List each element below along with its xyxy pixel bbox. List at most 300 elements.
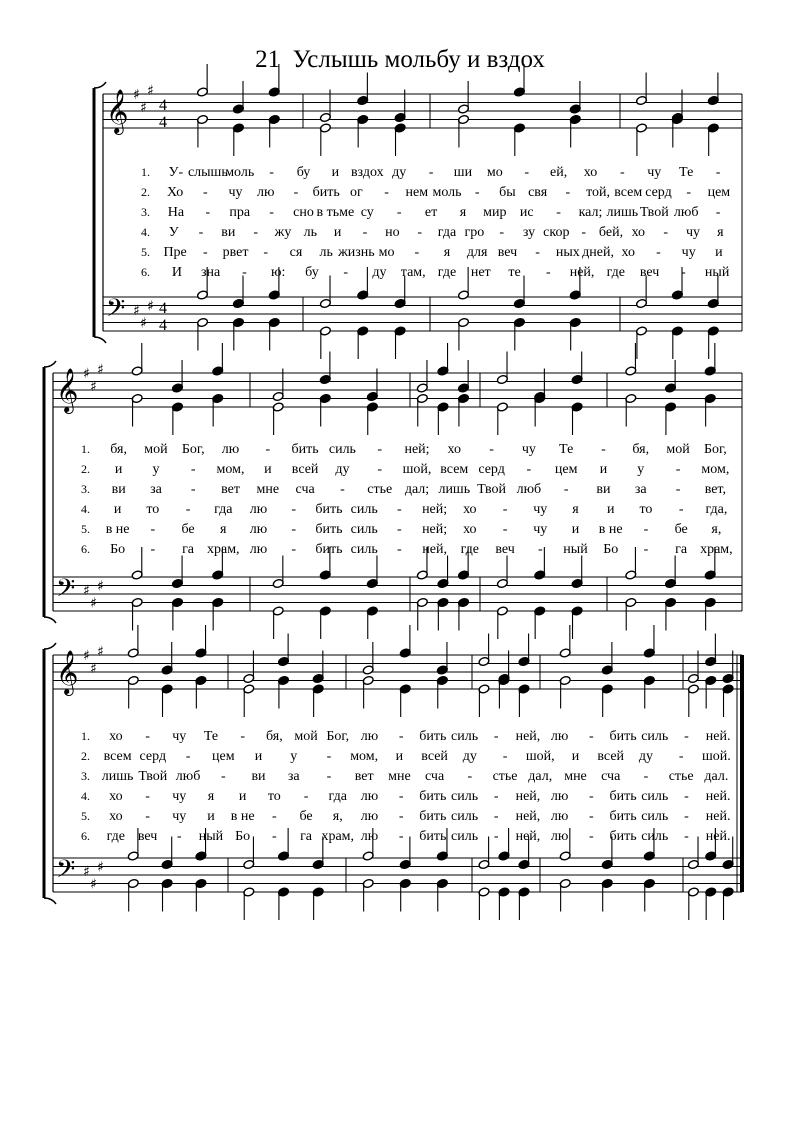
lyric-syllable: сча bbox=[295, 482, 315, 497]
lyric-hyphen: - bbox=[715, 205, 721, 220]
lyric-syllable: я bbox=[717, 225, 724, 240]
lyric-syllable: сно bbox=[293, 205, 314, 220]
lyric-hyphen: - bbox=[675, 462, 681, 477]
lyric-syllable: га bbox=[675, 542, 688, 557]
lyric-syllable: стье bbox=[668, 769, 694, 784]
lyric-syllable: силь bbox=[451, 829, 479, 844]
lyric-syllable: те bbox=[508, 265, 521, 280]
lyric-syllable: Твой bbox=[138, 769, 168, 784]
lyric-syllable: я, bbox=[711, 522, 722, 537]
lyric-syllable: ль bbox=[303, 225, 318, 240]
verse-number: 1. bbox=[81, 442, 90, 456]
lyric-syllable: У bbox=[168, 225, 179, 240]
lyric-syllable: моль bbox=[225, 165, 255, 180]
lyric-syllable: Бо bbox=[235, 829, 251, 844]
time-signature-bottom: 4 bbox=[159, 317, 167, 334]
lyric-hyphen: - bbox=[681, 265, 686, 280]
lyric-syllable: ных bbox=[555, 245, 580, 260]
sharp-sign: ♯ bbox=[140, 99, 147, 116]
lyric-syllable: ши bbox=[453, 165, 473, 180]
lyric-syllable: лю bbox=[360, 789, 379, 804]
lyric-syllable: я, bbox=[332, 809, 343, 824]
lyric-syllable: чу bbox=[172, 729, 187, 744]
lyric-hyphen: - bbox=[377, 462, 383, 477]
lyric-syllable: то bbox=[146, 502, 160, 517]
lyric-hyphen: - bbox=[643, 522, 649, 537]
lyric-syllable: и bbox=[114, 462, 123, 477]
lyric-hyphen: - bbox=[414, 245, 420, 260]
lyric-syllable: ви bbox=[111, 482, 126, 497]
lyric-syllable: хо bbox=[631, 225, 646, 240]
lyric-syllable: силь bbox=[350, 542, 378, 557]
lyric-syllable: силь bbox=[451, 809, 479, 824]
lyric-syllable: веч bbox=[495, 542, 515, 557]
lyric-hyphen: - bbox=[220, 769, 226, 784]
lyric-syllable: чу bbox=[533, 522, 548, 537]
lyric-syllable: хо bbox=[109, 729, 123, 744]
verse-number: 4. bbox=[81, 502, 90, 516]
lyric-syllable: чу bbox=[685, 225, 701, 240]
verse-number: 5. bbox=[81, 809, 90, 823]
lyric-hyphen: - bbox=[643, 769, 649, 784]
lyric-syllable: ся bbox=[289, 245, 303, 260]
lyric-syllable: ду bbox=[462, 749, 477, 764]
lyric-syllable: храм, bbox=[700, 542, 733, 557]
lyric-hyphen: - bbox=[589, 789, 594, 804]
lyric-syllable: и bbox=[395, 749, 404, 764]
bass-clef: 𝄢 bbox=[106, 294, 126, 329]
lyric-syllable: ней. bbox=[705, 829, 731, 844]
lyric-hyphen: - bbox=[269, 205, 274, 220]
lyric-syllable: слышь bbox=[187, 165, 228, 180]
lyric-hyphen: - bbox=[293, 185, 299, 200]
lyric-syllable: лю bbox=[550, 829, 569, 844]
lyric-syllable: бить bbox=[315, 502, 343, 517]
lyric-syllable: лю bbox=[360, 829, 379, 844]
lyric-syllable: и bbox=[333, 225, 342, 240]
lyric-syllable: бя, bbox=[265, 729, 283, 744]
lyric-hyphen: - bbox=[145, 809, 150, 824]
lyric-syllable: бить bbox=[291, 442, 319, 457]
lyric-hyphen: - bbox=[537, 542, 543, 557]
lyric-hyphen: - bbox=[202, 245, 208, 260]
lyric-syllable: серд bbox=[645, 185, 672, 200]
lyric-syllable: храм, bbox=[206, 542, 240, 557]
lyric-hyphen: - bbox=[205, 205, 211, 220]
lyric-hyphen: - bbox=[589, 829, 594, 844]
lyric-syllable: ду bbox=[335, 462, 350, 477]
lyric-hyphen: - bbox=[493, 789, 499, 804]
lyric-syllable: и bbox=[715, 245, 723, 260]
lyric-syllable: для bbox=[466, 245, 488, 260]
lyric-syllable: дал; bbox=[404, 482, 430, 497]
lyric-hyphen: - bbox=[343, 265, 349, 280]
bracket-hook bbox=[44, 898, 56, 904]
lyric-hyphen: - bbox=[556, 205, 561, 220]
lyric-syllable: люб bbox=[673, 205, 699, 220]
lyric-syllable: и bbox=[264, 462, 272, 477]
lyric-syllable: то bbox=[639, 502, 653, 517]
lyric-syllable: бить bbox=[315, 522, 343, 537]
lyric-syllable: бе bbox=[299, 809, 313, 824]
lyric-syllable: ис bbox=[519, 205, 534, 220]
verse-number: 6. bbox=[141, 265, 150, 279]
lyric-hyphen: - bbox=[489, 442, 494, 457]
verse-number: 3. bbox=[141, 205, 150, 219]
lyric-hyphen: - bbox=[384, 185, 389, 200]
treble-clef: 𝄞 bbox=[56, 368, 79, 412]
lyric-syllable: га bbox=[182, 542, 195, 557]
lyric-syllable: я bbox=[572, 502, 579, 517]
lyric-syllable: дней, bbox=[582, 245, 614, 260]
sharp-sign: ♯ bbox=[90, 595, 97, 612]
lyric-syllable: нем bbox=[405, 185, 429, 200]
lyric-hyphen: - bbox=[493, 809, 499, 824]
lyric-hyphen: - bbox=[684, 789, 689, 804]
lyric-syllable: бя, bbox=[632, 442, 650, 457]
verse-number: 3. bbox=[81, 769, 90, 783]
verse-number: 4. bbox=[141, 225, 150, 239]
lyric-syllable: лю bbox=[550, 809, 569, 824]
lyric-syllable: серд bbox=[478, 462, 505, 477]
bass-clef: 𝄢 bbox=[56, 855, 76, 890]
lyric-syllable: за bbox=[287, 769, 300, 784]
lyric-hyphen: - bbox=[397, 502, 402, 517]
lyric-syllable: кал; bbox=[578, 205, 603, 220]
lyric-syllable: я bbox=[443, 245, 451, 260]
lyric-hyphen: - bbox=[545, 265, 551, 280]
lyric-syllable: ней, bbox=[515, 789, 541, 804]
treble-clef: 𝄞 bbox=[106, 89, 129, 133]
lyric-hyphen: - bbox=[428, 165, 434, 180]
lyric-syllable: лишь bbox=[101, 769, 134, 784]
time-signature-top: 4 bbox=[159, 300, 167, 317]
lyric-syllable: лю bbox=[249, 502, 268, 517]
lyric-syllable: дал. bbox=[704, 769, 729, 784]
lyric-syllable: ней; bbox=[404, 442, 430, 457]
lyric-syllable: пра bbox=[229, 205, 251, 220]
lyric-syllable: зна bbox=[201, 265, 221, 280]
lyric-hyphen: - bbox=[502, 749, 508, 764]
lyric-syllable: У- bbox=[168, 165, 184, 180]
lyric-hyphen: - bbox=[176, 829, 182, 844]
verse-number: 2. bbox=[81, 462, 90, 476]
sharp-sign: ♯ bbox=[83, 582, 90, 599]
verse-number: 2. bbox=[81, 749, 90, 763]
lyric-syllable: лишь bbox=[438, 482, 471, 497]
lyric-syllable: На bbox=[167, 205, 185, 220]
lyric-syllable: ный bbox=[704, 265, 730, 280]
lyric-syllable: шой. bbox=[701, 749, 731, 764]
lyric-syllable: всем bbox=[103, 749, 132, 764]
lyric-syllable: хо bbox=[109, 809, 123, 824]
lyric-syllable: бить bbox=[609, 829, 637, 844]
lyric-hyphen: - bbox=[398, 829, 404, 844]
lyric-hyphen: - bbox=[686, 185, 692, 200]
verse-number: 5. bbox=[141, 245, 150, 259]
lyric-hyphen: - bbox=[678, 749, 684, 764]
lyric-syllable: мир bbox=[483, 205, 507, 220]
lyric-syllable: рвет bbox=[222, 245, 249, 260]
lyric-syllable: бить bbox=[419, 809, 447, 824]
lyric-syllable: жу bbox=[274, 225, 292, 240]
lyric-syllable: бить bbox=[315, 542, 343, 557]
lyric-syllable: хо bbox=[583, 165, 598, 180]
lyric-hyphen: - bbox=[524, 165, 530, 180]
lyric-syllable: Бо bbox=[110, 542, 126, 557]
lyric-syllable: гда bbox=[214, 502, 233, 517]
lyric-syllable: мо bbox=[378, 245, 395, 260]
lyric-syllable: хо bbox=[109, 789, 123, 804]
lyric-hyphen: - bbox=[145, 729, 150, 744]
lyric-hyphen: - bbox=[398, 729, 404, 744]
bass-clef: 𝄢 bbox=[56, 574, 76, 609]
lyric-syllable: у bbox=[637, 462, 645, 477]
treble-clef: 𝄞 bbox=[56, 650, 79, 694]
sharp-sign: ♯ bbox=[140, 315, 147, 332]
time-signature-bottom: 4 bbox=[159, 114, 167, 131]
lyric-syllable: чу bbox=[681, 245, 696, 260]
lyric-hyphen: - bbox=[684, 729, 689, 744]
lyric-syllable: в не bbox=[230, 809, 255, 824]
verse-number: 4. bbox=[81, 789, 90, 803]
lyric-syllable: я bbox=[207, 789, 215, 804]
lyric-syllable: скор bbox=[543, 225, 570, 240]
lyric-syllable: лю bbox=[360, 729, 379, 744]
lyric-hyphen: - bbox=[643, 542, 649, 557]
lyric-syllable: цем bbox=[211, 749, 235, 764]
lyric-syllable: я bbox=[220, 522, 227, 537]
lyric-syllable: ви bbox=[251, 769, 266, 784]
lyric-syllable: ду bbox=[372, 265, 387, 280]
lyric-syllable: хо bbox=[447, 442, 462, 457]
lyric-hyphen: - bbox=[396, 205, 402, 220]
lyric-syllable: лю bbox=[221, 442, 240, 457]
lyric-syllable: мом, bbox=[701, 462, 730, 477]
lyric-hyphen: - bbox=[526, 462, 532, 477]
lyric-syllable: бей, bbox=[598, 225, 624, 240]
lyric-syllable: силь bbox=[328, 442, 356, 457]
lyric-syllable: чу bbox=[647, 165, 662, 180]
lyric-hyphen: - bbox=[397, 522, 402, 537]
lyric-hyphen: - bbox=[589, 809, 594, 824]
lyric-syllable: лю bbox=[257, 185, 275, 200]
lyric-syllable: жизнь bbox=[338, 245, 375, 260]
lyric-syllable: силь bbox=[350, 502, 378, 517]
lyric-syllable: хо bbox=[621, 245, 635, 260]
verse-number: 1. bbox=[81, 729, 90, 743]
lyric-syllable: силь bbox=[641, 729, 669, 744]
bracket-hook bbox=[94, 82, 106, 88]
lyric-syllable: в тьме bbox=[316, 205, 355, 220]
lyric-syllable: мо bbox=[486, 165, 503, 180]
lyric-syllable: мой bbox=[666, 442, 690, 457]
lyric-hyphen: - bbox=[589, 729, 594, 744]
lyric-syllable: то bbox=[267, 789, 281, 804]
lyric-syllable: я bbox=[459, 205, 467, 220]
lyric-syllable: ней, bbox=[569, 265, 595, 280]
lyric-syllable: и bbox=[207, 809, 215, 824]
lyric-hyphen: - bbox=[272, 829, 277, 844]
lyric-syllable: бить bbox=[609, 729, 637, 744]
lyric-syllable: И bbox=[171, 265, 182, 280]
lyric-hyphen: - bbox=[474, 185, 480, 200]
lyric-syllable: за bbox=[150, 482, 162, 497]
lyric-syllable: ду bbox=[638, 749, 654, 764]
lyric-syllable: мой bbox=[294, 729, 318, 744]
lyric-syllable: стье bbox=[367, 482, 393, 497]
lyric-syllable: ней. bbox=[705, 809, 731, 824]
lyric-hyphen: - bbox=[202, 185, 208, 200]
lyric-syllable: су bbox=[360, 205, 374, 220]
lyric-syllable: вет bbox=[221, 482, 240, 497]
lyric-syllable: ет bbox=[424, 205, 438, 220]
lyric-hyphen: - bbox=[565, 185, 571, 200]
verse-number: 3. bbox=[81, 482, 90, 496]
lyric-hyphen: - bbox=[150, 522, 156, 537]
lyric-syllable: всей bbox=[597, 749, 625, 764]
lyric-syllable: ней; bbox=[422, 522, 448, 537]
lyric-syllable: ный bbox=[563, 542, 588, 557]
lyric-syllable: бить bbox=[419, 729, 447, 744]
lyric-syllable: бя, bbox=[110, 442, 128, 457]
verse-number: 6. bbox=[81, 542, 90, 556]
verse-number: 6. bbox=[81, 829, 90, 843]
lyric-syllable: дал, bbox=[528, 769, 553, 784]
lyric-syllable: где bbox=[460, 542, 480, 557]
bracket-hook bbox=[44, 643, 56, 649]
lyric-syllable: мне bbox=[256, 482, 280, 497]
lyric-syllable: стье bbox=[492, 769, 518, 784]
lyric-hyphen: - bbox=[535, 245, 540, 260]
lyric-syllable: всей bbox=[291, 462, 319, 477]
lyric-hyphen: - bbox=[502, 522, 508, 537]
lyric-syllable: лю bbox=[550, 789, 569, 804]
lyric-hyphen: - bbox=[253, 225, 259, 240]
lyric-syllable: мой bbox=[144, 442, 168, 457]
lyric-syllable: но bbox=[385, 225, 400, 240]
lyric-syllable: Пре bbox=[163, 245, 187, 260]
lyric-syllable: люб bbox=[516, 482, 542, 497]
lyric-hyphen: - bbox=[493, 729, 499, 744]
lyric-hyphen: - bbox=[362, 225, 368, 240]
lyric-syllable: Бог, bbox=[181, 442, 205, 457]
lyric-hyphen: - bbox=[377, 442, 383, 457]
lyric-syllable: ней; bbox=[422, 502, 448, 517]
lyric-syllable: храм, bbox=[321, 829, 355, 844]
lyric-syllable: сча bbox=[425, 769, 445, 784]
lyric-syllable: чу bbox=[228, 185, 243, 200]
verse-number: 5. bbox=[81, 522, 90, 536]
lyric-hyphen: - bbox=[499, 225, 505, 240]
sharp-sign: ♯ bbox=[147, 82, 154, 99]
lyric-hyphen: - bbox=[684, 829, 689, 844]
lyric-syllable: моль bbox=[432, 185, 462, 200]
lyric-syllable: цем bbox=[554, 462, 578, 477]
lyric-hyphen: - bbox=[397, 542, 402, 557]
lyric-syllable: серд bbox=[139, 749, 167, 764]
lyric-syllable: чу bbox=[533, 502, 548, 517]
lyric-syllable: ю: bbox=[270, 265, 286, 280]
sharp-sign: ♯ bbox=[133, 87, 140, 103]
lyric-hyphen: - bbox=[185, 502, 191, 517]
lyric-syllable: всей bbox=[421, 749, 448, 764]
bracket-hook bbox=[94, 337, 106, 343]
lyric-syllable: силь bbox=[641, 789, 669, 804]
lyric-syllable: мне bbox=[564, 769, 587, 784]
lyric-syllable: ог bbox=[349, 185, 363, 200]
lyric-syllable: лю bbox=[249, 522, 268, 537]
lyric-hyphen: - bbox=[684, 809, 689, 824]
lyric-syllable: Бог, bbox=[704, 442, 727, 457]
lyric-hyphen: - bbox=[263, 245, 269, 260]
lyric-syllable: там, bbox=[400, 265, 426, 280]
lyric-hyphen: - bbox=[601, 442, 606, 457]
lyric-syllable: и bbox=[606, 502, 615, 517]
lyric-hyphen: - bbox=[291, 502, 297, 517]
lyric-hyphen: - bbox=[190, 462, 196, 477]
lyric-syllable: ей, bbox=[550, 165, 568, 180]
time-signature-top: 4 bbox=[159, 97, 167, 114]
lyric-hyphen: - bbox=[185, 749, 191, 764]
lyric-hyphen: - bbox=[265, 442, 271, 457]
bracket-hook bbox=[44, 617, 56, 623]
lyric-hyphen: - bbox=[493, 829, 499, 844]
lyric-syllable: ней, bbox=[515, 729, 541, 744]
lyric-syllable: сча bbox=[601, 769, 621, 784]
lyric-syllable: ви bbox=[221, 225, 236, 240]
sharp-sign: ♯ bbox=[97, 643, 104, 660]
lyric-syllable: где bbox=[106, 829, 126, 844]
lyric-syllable: лю bbox=[360, 809, 379, 824]
lyric-syllable: лю bbox=[249, 542, 268, 557]
sharp-sign: ♯ bbox=[90, 876, 97, 893]
lyric-syllable: и bbox=[254, 749, 263, 764]
lyric-syllable: мне bbox=[388, 769, 411, 784]
lyric-syllable: ней, bbox=[515, 829, 541, 844]
lyric-syllable: вздох bbox=[350, 165, 384, 180]
lyric-hyphen: - bbox=[190, 482, 196, 497]
lyric-syllable: гда bbox=[328, 789, 347, 804]
lyric-syllable: люб bbox=[175, 769, 201, 784]
lyric-hyphen: - bbox=[563, 482, 569, 497]
lyric-syllable: бить bbox=[419, 789, 447, 804]
lyric-syllable: ви bbox=[596, 482, 611, 497]
lyric-syllable: шой, bbox=[402, 462, 432, 477]
lyric-syllable: вет bbox=[354, 769, 374, 784]
lyric-syllable: бить bbox=[312, 185, 340, 200]
lyric-syllable: силь bbox=[641, 829, 669, 844]
sharp-sign: ♯ bbox=[97, 578, 104, 595]
verse-number: 2. bbox=[141, 185, 150, 199]
lyric-syllable: бить bbox=[609, 789, 637, 804]
lyric-syllable: лишь bbox=[606, 205, 639, 220]
lyric-syllable: и bbox=[571, 522, 580, 537]
lyric-syllable: ней, bbox=[515, 809, 541, 824]
lyric-syllable: шой, bbox=[525, 749, 555, 764]
lyric-syllable: бить bbox=[609, 809, 637, 824]
sharp-sign: ♯ bbox=[83, 863, 90, 880]
lyric-syllable: и bbox=[571, 749, 580, 764]
lyric-hyphen: - bbox=[291, 522, 297, 537]
lyric-hyphen: - bbox=[620, 165, 625, 180]
lyric-hyphen: - bbox=[398, 809, 404, 824]
lyric-syllable: бить bbox=[419, 829, 447, 844]
lyric-syllable: чу bbox=[172, 789, 187, 804]
lyric-syllable: зу bbox=[522, 225, 536, 240]
lyric-syllable: ду bbox=[392, 165, 407, 180]
lyric-hyphen: - bbox=[417, 225, 423, 240]
